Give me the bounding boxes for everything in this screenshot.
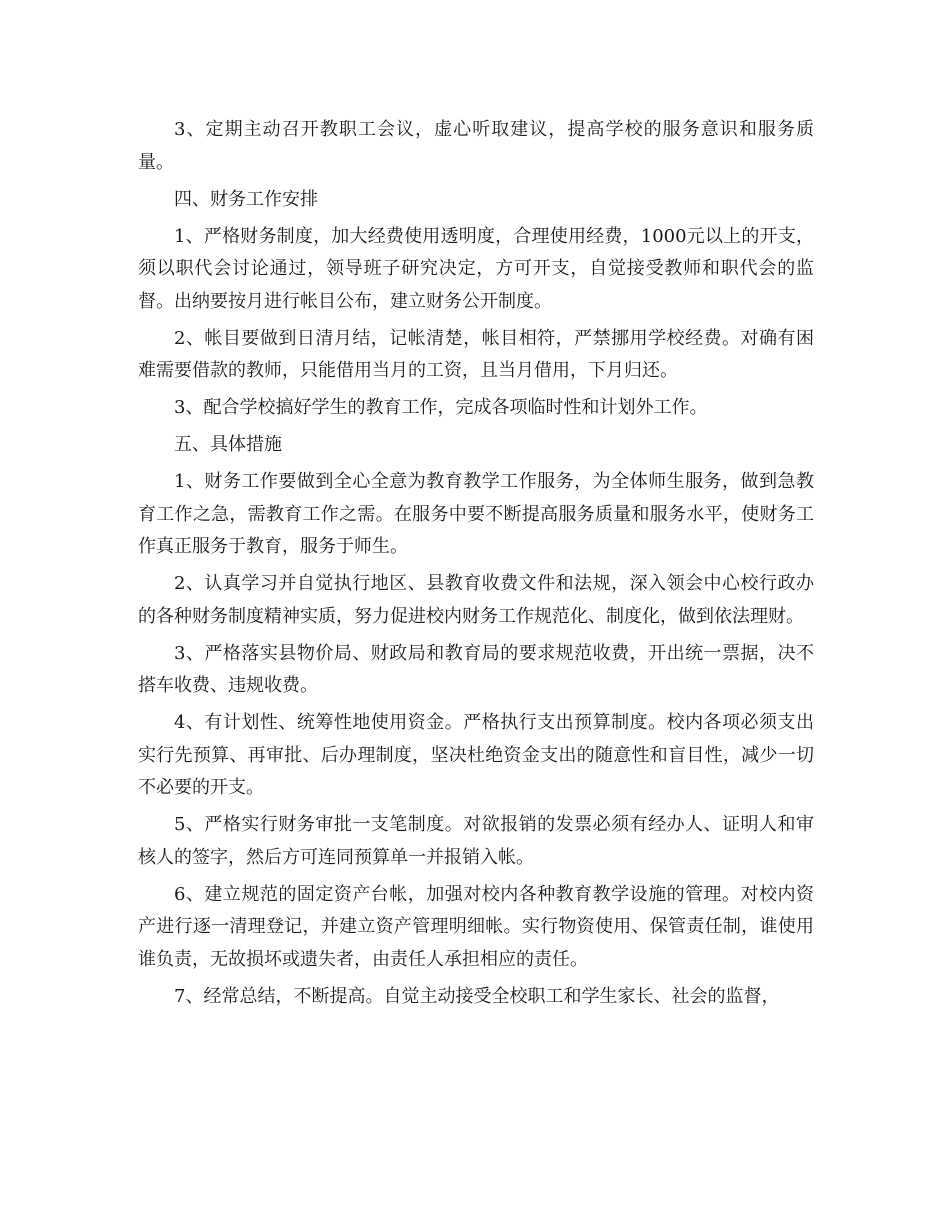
- paragraph-item-1-finance-system: 1、严格财务制度，加大经费使用透明度，合理使用经费，1000元以上的开支，须以职代会讨论通过，领导班子研究决定，方可开支，自觉接受教师和职代会的监督。出纳要按月进行帐目公布，建立财务公开制度。: [138, 225, 814, 312]
- paragraph-item-3-cooperate: 3、配合学校搞好学生的教育工作，完成各项临时性和计划外工作。: [174, 397, 708, 418]
- document-page: [138, 114, 814, 1018]
- section-heading-specific-measures: 五、具体措施: [174, 434, 282, 455]
- paragraph-measure-5: 5、严格实行财务审批一支笔制度。对欲报销的发票必须有经办人、证明人和审核人的签字，然后方可连同预算单一并报销入帐。: [138, 814, 814, 868]
- paragraph-item-3-meetings: 3、定期主动召开教职工会议，虚心听取建议，提高学校的服务意识和服务质量。: [138, 119, 814, 173]
- paragraph-item-2-accounts: 2、帐目要做到日清月结，记帐清楚，帐目相符，严禁挪用学校经费。对确有困难需要借款的教师，只能借用当月的工资，且当月借用，下月归还。: [138, 327, 814, 381]
- paragraph-measure-6: 6、建立规范的固定资产台帐，加强对校内各种教育教学设施的管理。对校内资产进行逐一清理登记，并建立资产管理明细帐。实行物资使用、保管责任制，谁使用谁负责，无故损坏或遗失者，由责任人承担相应的责任。: [138, 883, 814, 970]
- paragraph-measure-1: 1、财务工作要做到全心全意为教育教学工作服务，为全体师生服务，做到急教育工作之急，需教育工作之需。在服务中要不断提高服务质量和服务水平，使财务工作真正服务于教育，服务于师生。: [138, 471, 814, 557]
- paragraph-measure-2: 2、认真学习并自觉执行地区、县教育收费文件和法规，深入领会中心校行政办的各种财务制度精神实质，努力促进校内财务工作规范化、制度化，做到依法理财。: [138, 573, 814, 627]
- paragraph-measure-3: 3、严格落实县物价局、财政局和教育局的要求规范收费，开出统一票据，决不搭车收费、违规收费。: [138, 642, 814, 696]
- paragraph-measure-4: 4、有计划性、统筹性地使用资金。严格执行支出预算制度。校内各项必须支出实行先预算、再审批、后办理制度，坚决杜绝资金支出的随意性和盲目性，减少一切不必要的开支。: [138, 712, 814, 798]
- paragraph-measure-7: 7、经常总结，不断提高。自觉主动接受全校职工和学生家长、社会的监督，: [174, 985, 780, 1007]
- section-heading-finance-arrangement: 四、财务工作安排: [174, 188, 318, 210]
